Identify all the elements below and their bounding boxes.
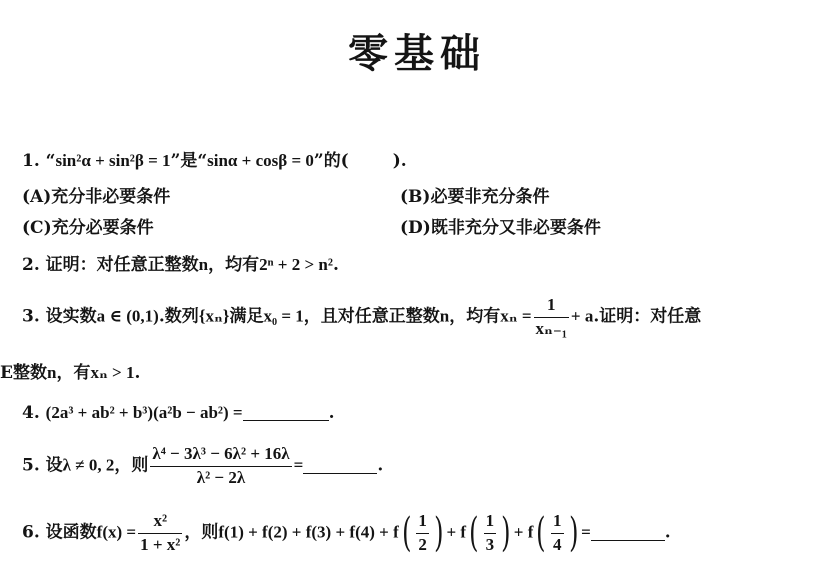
question-text: ，且对任意正整数 xyxy=(303,306,440,327)
option-a xyxy=(22,182,170,207)
variable-n: n xyxy=(198,255,209,274)
question-5 xyxy=(22,445,383,487)
denominator: 3 xyxy=(485,534,495,554)
question-number: 4. xyxy=(22,403,40,423)
variable-n: n xyxy=(46,363,57,382)
question-number: 6. xyxy=(22,522,40,543)
denominator: xₙ₋₁ xyxy=(535,318,567,338)
question-text: ，则 xyxy=(114,455,149,476)
denominator: 4 xyxy=(553,534,562,554)
numerator: 1 xyxy=(534,296,569,318)
option-b xyxy=(400,182,549,207)
fraction xyxy=(534,296,569,338)
option-text: 必要非充分条件 xyxy=(430,187,550,207)
fraction xyxy=(484,512,497,554)
question-text: .证明：对任意 xyxy=(593,306,702,327)
numerator: x² xyxy=(138,512,182,534)
question-3 xyxy=(22,296,701,338)
option-label: (A) xyxy=(22,187,52,207)
recurrence-rhs: + a xyxy=(570,306,594,326)
question-text: ，均有 xyxy=(449,306,501,327)
sum-expression: + f xyxy=(446,522,467,542)
question-text: 满足 xyxy=(229,306,264,327)
expression: (2a³ + ab² + b³)(a²b − ab²) = xyxy=(45,403,243,422)
question-text: .数列 xyxy=(158,306,199,327)
denominator: λ² − 2λ xyxy=(196,467,246,487)
quote-close: ” xyxy=(170,151,181,171)
question-number: 5. xyxy=(22,455,40,476)
quote-open: “ xyxy=(197,151,208,171)
option-text: 既非充分又非必要条件 xyxy=(430,218,601,238)
option-label: (D) xyxy=(400,218,431,238)
option-d xyxy=(400,213,601,238)
question-text: 证明：对任意正整数 xyxy=(45,255,199,275)
question-text: . xyxy=(664,522,671,543)
denominator: 2 xyxy=(418,534,427,554)
question-text: 设实数 xyxy=(45,306,97,327)
variable-n: n xyxy=(439,306,450,326)
question-text: 是 xyxy=(180,151,198,171)
question-text: 设 xyxy=(45,455,63,476)
option-label: (B) xyxy=(400,187,431,207)
fraction xyxy=(416,512,429,554)
function-def: f(x) = xyxy=(96,522,137,542)
equals-sign: = xyxy=(581,522,591,542)
fraction xyxy=(150,445,291,487)
condition-1: sin²α + sin²β = 1 xyxy=(55,151,171,170)
question-text: . xyxy=(134,363,141,383)
question-number: 2. xyxy=(22,255,40,275)
quote-open: “ xyxy=(45,151,56,171)
question-text: ，有 xyxy=(56,363,91,383)
sum-expression: f(1) + f(2) + f(3) + f(4) + f xyxy=(218,522,399,542)
question-text: . xyxy=(377,455,384,476)
question-number: 3. xyxy=(22,306,40,327)
quote-close: ” xyxy=(313,151,324,171)
condition: λ ≠ 0, 2 xyxy=(62,455,115,475)
question-text: . xyxy=(332,255,339,275)
answer-blank xyxy=(243,402,329,421)
question-2 xyxy=(22,250,339,275)
question-text: ，均有 xyxy=(208,255,260,275)
initial-value: x₀ = 1 xyxy=(263,306,304,326)
question-1 xyxy=(22,146,407,171)
numerator: 1 xyxy=(416,512,429,534)
question-text: ). xyxy=(392,151,407,171)
inequality: 2ⁿ + 2 > n² xyxy=(259,255,333,274)
question-text: ，则 xyxy=(184,522,219,543)
question-text: 的( xyxy=(323,151,349,171)
question-6: 6. 设函数f(x) = $\frac{\text{x²}}{\text{1 + x²}}$ ，则f(1) + f(2) + f(3) + f(4) + f( $\frac{1}{2}$ ) + f( $\frac{1}{3}$ ) + f( $\frac{1}{4}$ ) = . xyxy=(22,510,671,557)
recurrence-lhs: xₙ = xyxy=(500,306,532,326)
condition: a ∈ (0,1) xyxy=(96,306,159,326)
sum-expression: + f xyxy=(513,522,534,542)
sequence: {xₙ} xyxy=(198,306,230,326)
equals-sign: = xyxy=(293,455,304,475)
question-number: 1. xyxy=(22,151,40,171)
question-text: . xyxy=(328,403,335,423)
answer-blank xyxy=(591,522,665,541)
option-label: (C) xyxy=(22,218,52,238)
conclusion: xₙ > 1 xyxy=(90,363,135,382)
answer-blank xyxy=(303,455,377,474)
numerator: λ⁴ − 3λ³ − 6λ² + 16λ xyxy=(150,445,291,467)
numerator: 1 xyxy=(551,512,564,534)
denominator: 1 + x² xyxy=(140,534,181,554)
option-text: 充分非必要条件 xyxy=(51,187,171,207)
question-3-line-2 xyxy=(0,358,140,383)
condition-2: sinα + cosβ = 0 xyxy=(207,151,314,170)
page-title: 零基础 xyxy=(348,30,486,77)
question-text: 设函数 xyxy=(45,522,97,543)
numerator: 1 xyxy=(484,512,497,534)
fraction xyxy=(551,512,564,554)
question-text: E整数 xyxy=(0,363,47,383)
question-4 xyxy=(22,402,335,423)
fraction xyxy=(138,512,182,554)
option-text: 充分必要条件 xyxy=(51,218,154,238)
option-c xyxy=(22,213,154,238)
